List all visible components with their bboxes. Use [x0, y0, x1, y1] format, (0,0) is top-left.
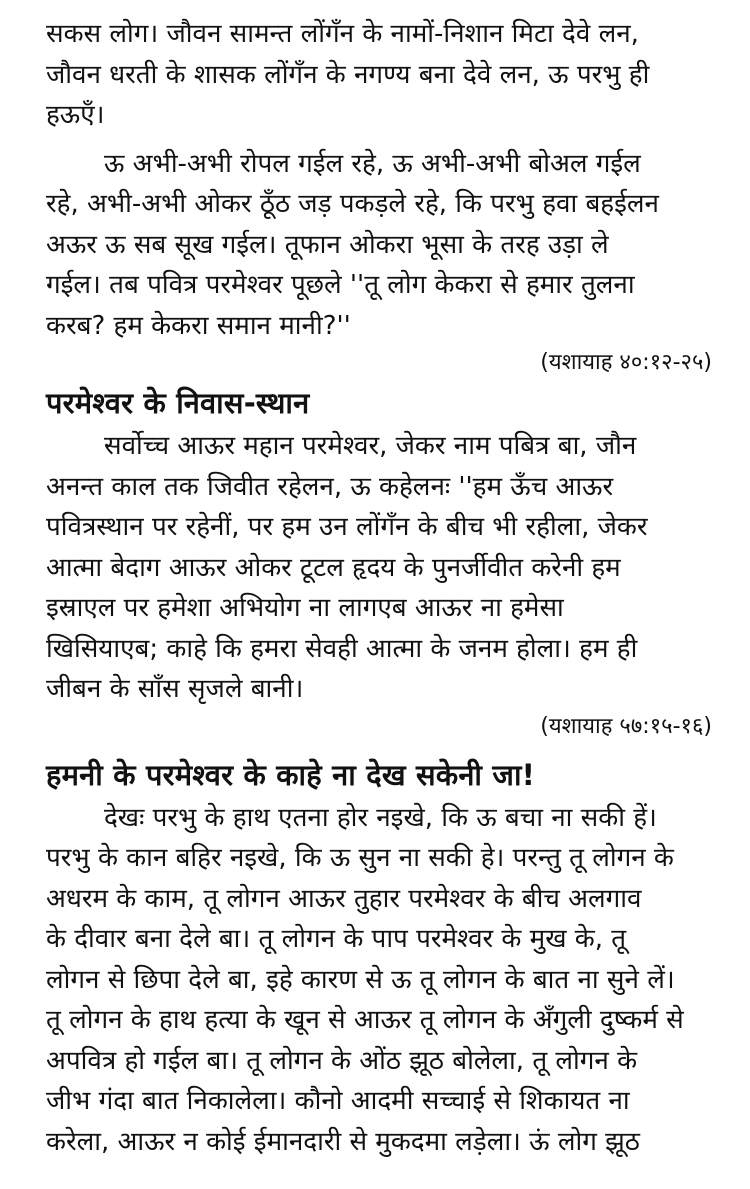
text-line: ऊ अभी-अभी रोपल गईल रहे, ऊ अभी-अभी बोअल गईल: [104, 148, 641, 179]
text-line: के दीवार बना देले बा। तू लोगन के पाप परमेश्वर के मुख के, तू: [46, 924, 627, 954]
text-line: लोगन से छिपा देले बा, इहे कारण से ऊ तू लोगन के बात ना सुने लें।: [46, 964, 675, 995]
text-line: तू लोगन के हाथ हत्या के खून से आऊर तू लोगन के अँगुली दुष्कर्म से: [46, 1005, 684, 1035]
section-heading: परमेश्वर के निवास-स्थान: [46, 386, 310, 420]
text-line: अपवित्र हो गईल बा। तू लोगन के ओंठ झूठ बोलेला, तू लोगन के: [46, 1045, 638, 1076]
text-line: हऊएँ।: [46, 100, 105, 130]
text-line: जीभ गंदा बात निकालेला। कौनो आदमी सच्चाई से शिकायत ना: [46, 1086, 630, 1116]
text-line: इस्राएल पर हमेशा अभियोग ना लागएब आऊर ना हमेसा: [46, 593, 564, 623]
text-line: आत्मा बेदाग आऊर ओकर टूटल हृदय के पुनर्जीवीत करेनी हम: [46, 552, 621, 583]
citation: (यशायाह ४०:१२-२५): [540, 350, 712, 375]
text-line: खिसियाएब; काहे कि हमरा सेवही आत्मा के जनम होला। हम ही: [46, 633, 638, 664]
text-line: पवित्रस्थान पर रहेनीं, पर हम उन लोंगँन के बीच भी रहीला, जेकर: [46, 512, 648, 542]
paragraph-3: [46, 426, 716, 710]
paragraph-4: [46, 798, 716, 1163]
text-line: जौवन धरती के शासक लोंगँन के नगण्य बना देवे लन, ऊ परभु ही: [46, 59, 650, 90]
paragraph-2: [46, 144, 716, 347]
text-line: सकस लोग। जौवन सामन्त लोंगँन के नामों-निशान मिटा देवे लन,: [46, 19, 639, 49]
text-line: जीबन के साँस सृजले बानी।: [46, 674, 304, 704]
section-heading: हमनी के परमेश्वर के काहे ना देख सकेनी जा!: [46, 757, 536, 792]
text-line: करेला, आऊर न कोई ईमानदारी से मुकदमा लड़ेला। ऊं लोग झूठ: [46, 1126, 640, 1157]
text-line: अधरम के काम, तू लोगन आऊर तुहार परमेश्वर के बीच अलगाव: [46, 883, 642, 914]
text-line: सर्वोच्च आऊर महान परमेश्वर, जेकर नाम पबित्र बा, जौन: [104, 431, 637, 461]
text-line: करब? हम केकरा समान मानी?'': [46, 310, 351, 341]
citation: (यशायाह ५७:१५-१६): [540, 713, 712, 739]
text-line: अऊर ऊ सब सूख गईल। तूफान ओकरा भूसा के तरह उड़ा ले: [46, 229, 609, 260]
text-line: अनन्त काल तक जिवीत रहेलन, ऊ कहेलनः ''हम ऊँच आऊर: [46, 471, 614, 502]
text-line: रहे, अभी-अभी ओकर ठूँठ जड़ पकड़ले रहे, कि परभु हवा बहईलन: [46, 189, 659, 219]
paragraph-1: [46, 14, 716, 136]
text-line: गईल। तब पवित्र परमेश्वर पूछले ''तू लोग केकरा से हमार तुलना: [46, 270, 635, 300]
text-line: देखः परभु के हाथ एतना होर नइखे, कि ऊ बचा ना सकी हें।: [104, 802, 657, 833]
text-line: परभु के कान बहिर नइखे, कि ऊ सुन ना सकी हे। परन्तु तू लोगन के: [46, 843, 674, 873]
